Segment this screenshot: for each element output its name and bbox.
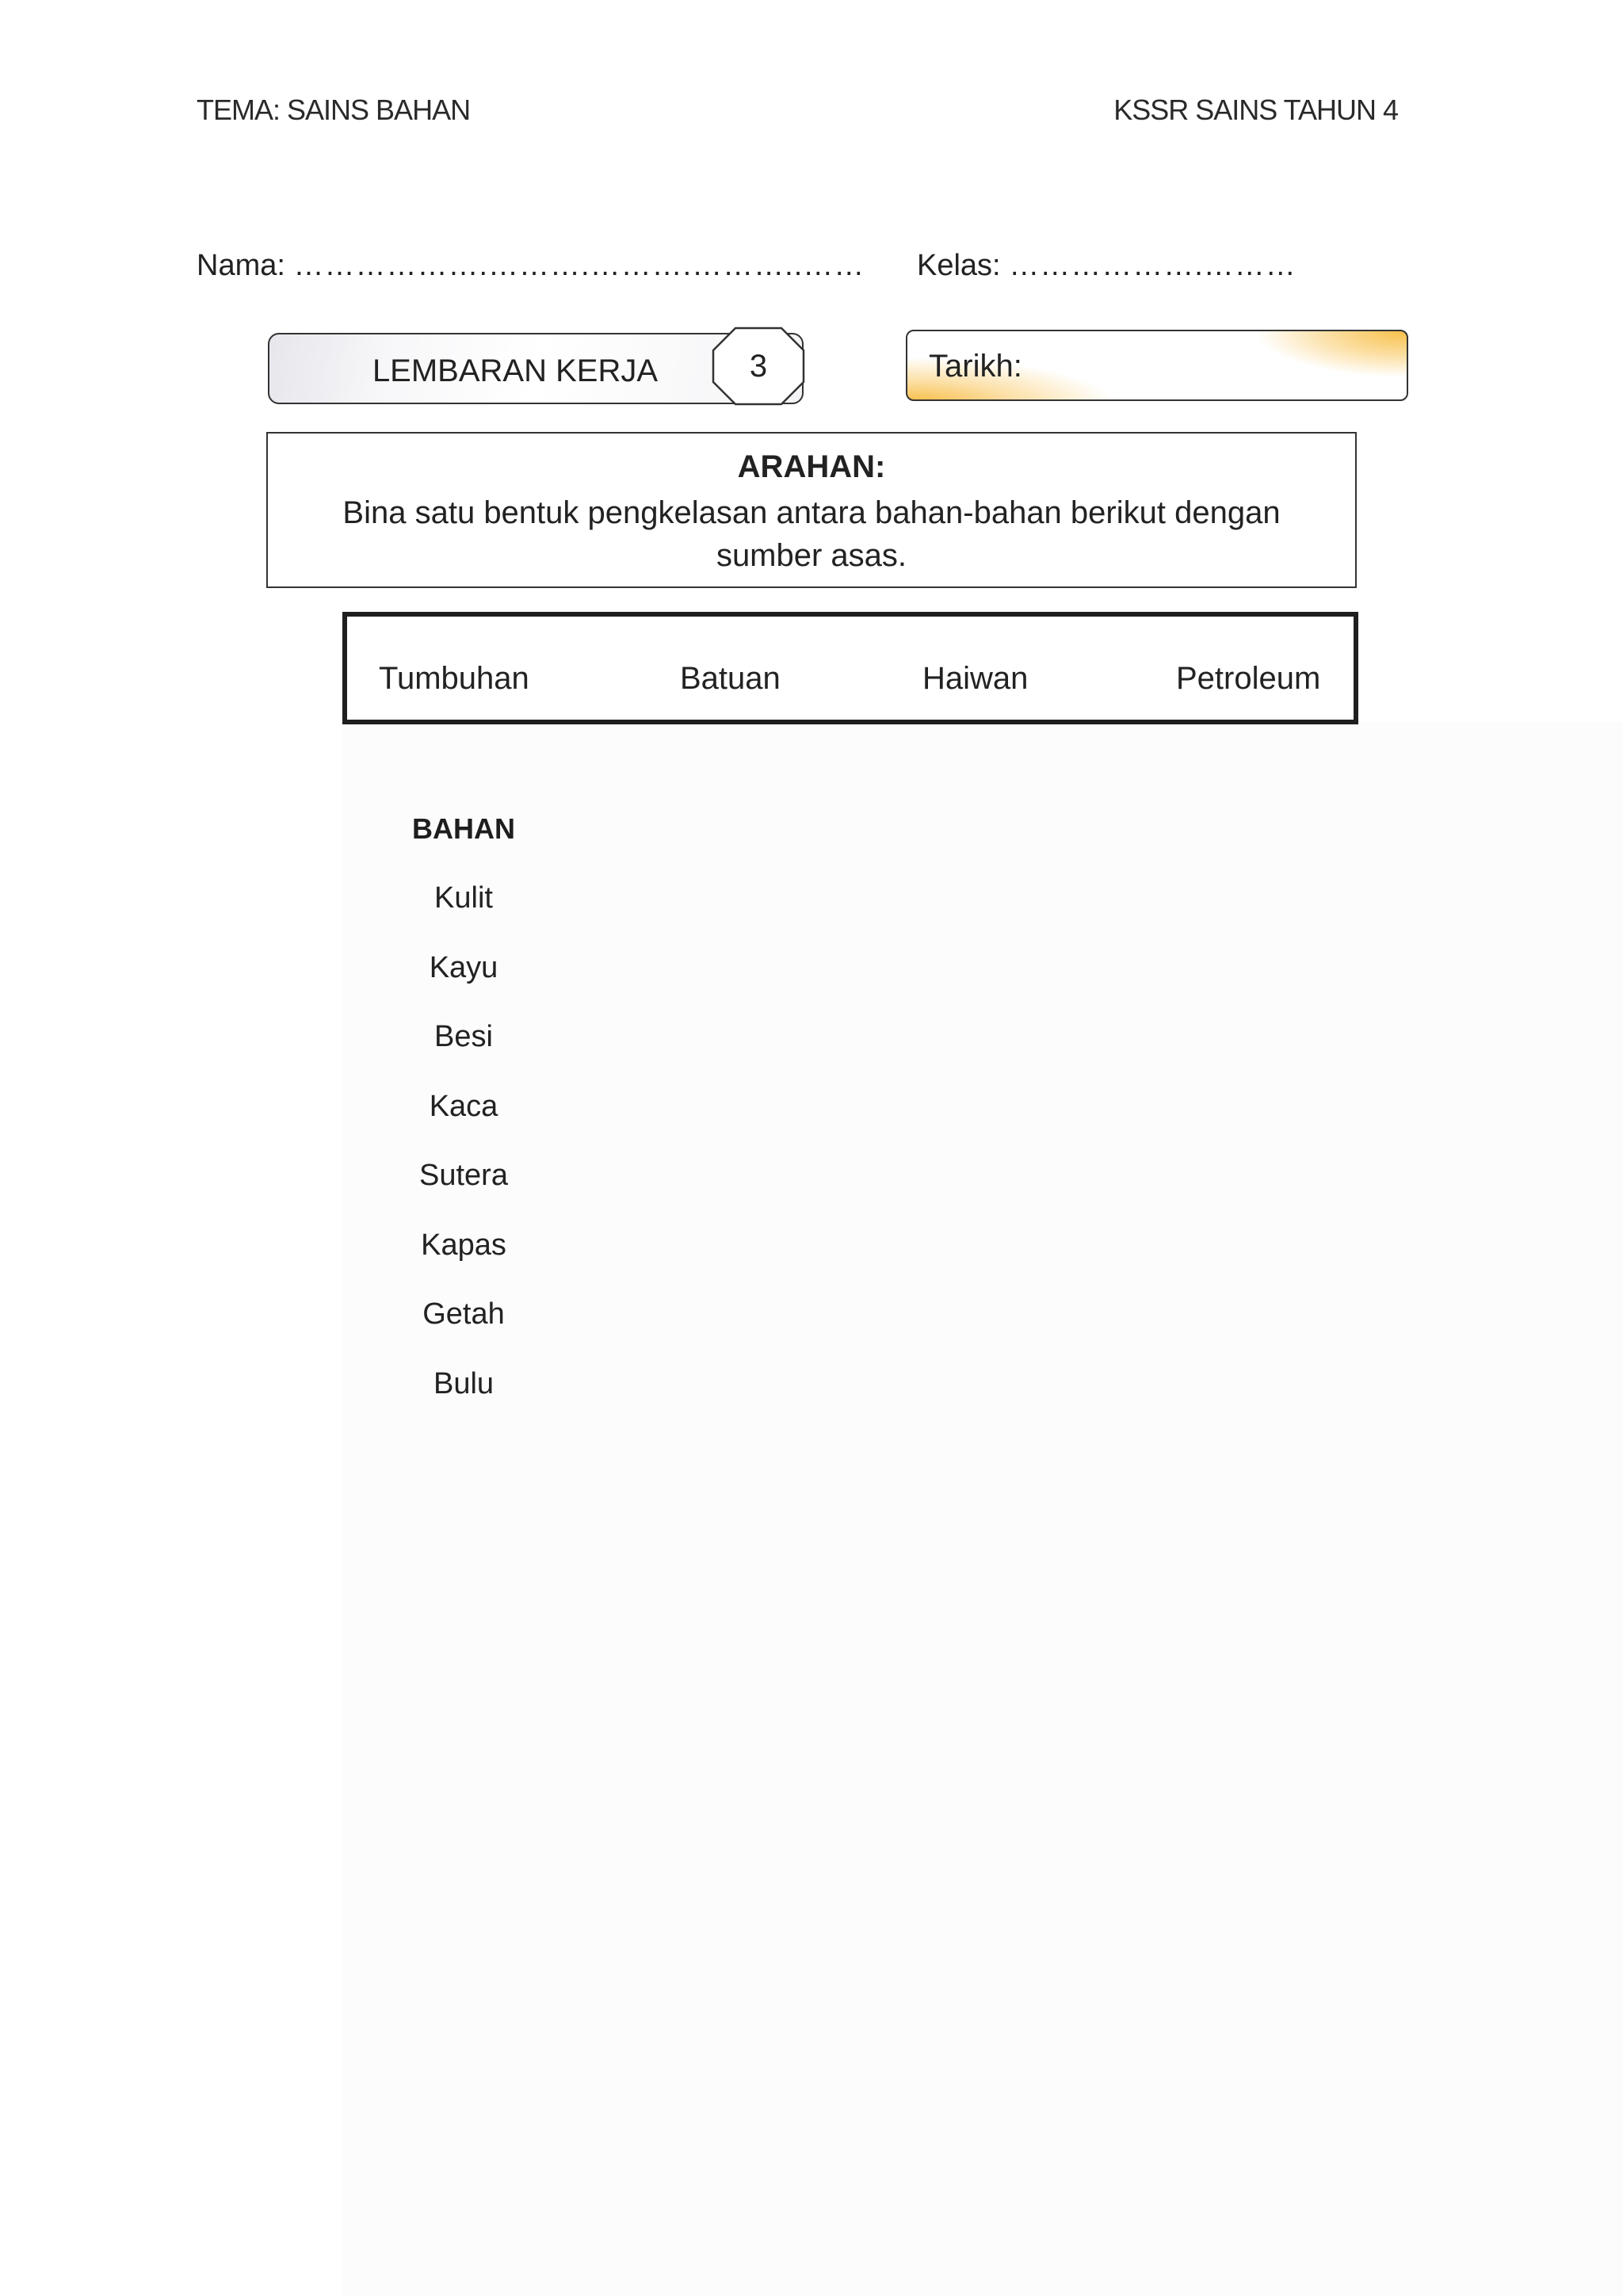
instruction-text: Bina satu bentuk pengkelasan antara bahan-bahan berikut dengan sumber asas. xyxy=(342,495,1281,573)
instruction-title: ARAHAN: xyxy=(737,449,886,484)
worksheet-label: LEMBARAN KERJA xyxy=(372,353,659,388)
material-item: Kayu xyxy=(429,950,498,984)
material-item: Besi xyxy=(434,1020,493,1053)
name-label: Nama: xyxy=(197,249,285,282)
source-batuan: Batuan xyxy=(680,661,781,696)
material-item: Kulit xyxy=(434,881,493,915)
source-haiwan: Haiwan xyxy=(922,661,1029,696)
instruction-box xyxy=(266,432,1357,588)
materials-list xyxy=(325,881,602,1436)
material-item: Kaca xyxy=(429,1089,498,1123)
theme-header: TEMA: SAINS BAHAN xyxy=(197,94,471,126)
class-blank-line[interactable]: ……………….……… xyxy=(1009,249,1296,282)
date-box[interactable] xyxy=(906,330,1408,401)
date-label: Tarikh: xyxy=(929,349,1022,384)
name-blank-line[interactable]: ……………….……….……….………..…… xyxy=(293,249,865,282)
worksheet-number-badge xyxy=(712,327,805,406)
source-petroleum: Petroleum xyxy=(1176,661,1321,696)
worksheet-number: 3 xyxy=(749,349,768,384)
material-item: Sutera xyxy=(419,1159,508,1192)
source-tumbuhan: Tumbuhan xyxy=(379,661,529,696)
class-label: Kelas: xyxy=(917,249,1001,282)
name-field[interactable] xyxy=(197,249,865,283)
material-item: Getah xyxy=(422,1297,505,1331)
materials-heading: BAHAN xyxy=(412,812,515,845)
syllabus-header: KSSR SAINS TAHUN 4 xyxy=(1113,94,1398,126)
material-item: Kapas xyxy=(421,1228,506,1262)
material-item: Bulu xyxy=(433,1366,495,1400)
source-options-box xyxy=(342,612,1358,724)
class-field[interactable] xyxy=(917,249,1296,283)
